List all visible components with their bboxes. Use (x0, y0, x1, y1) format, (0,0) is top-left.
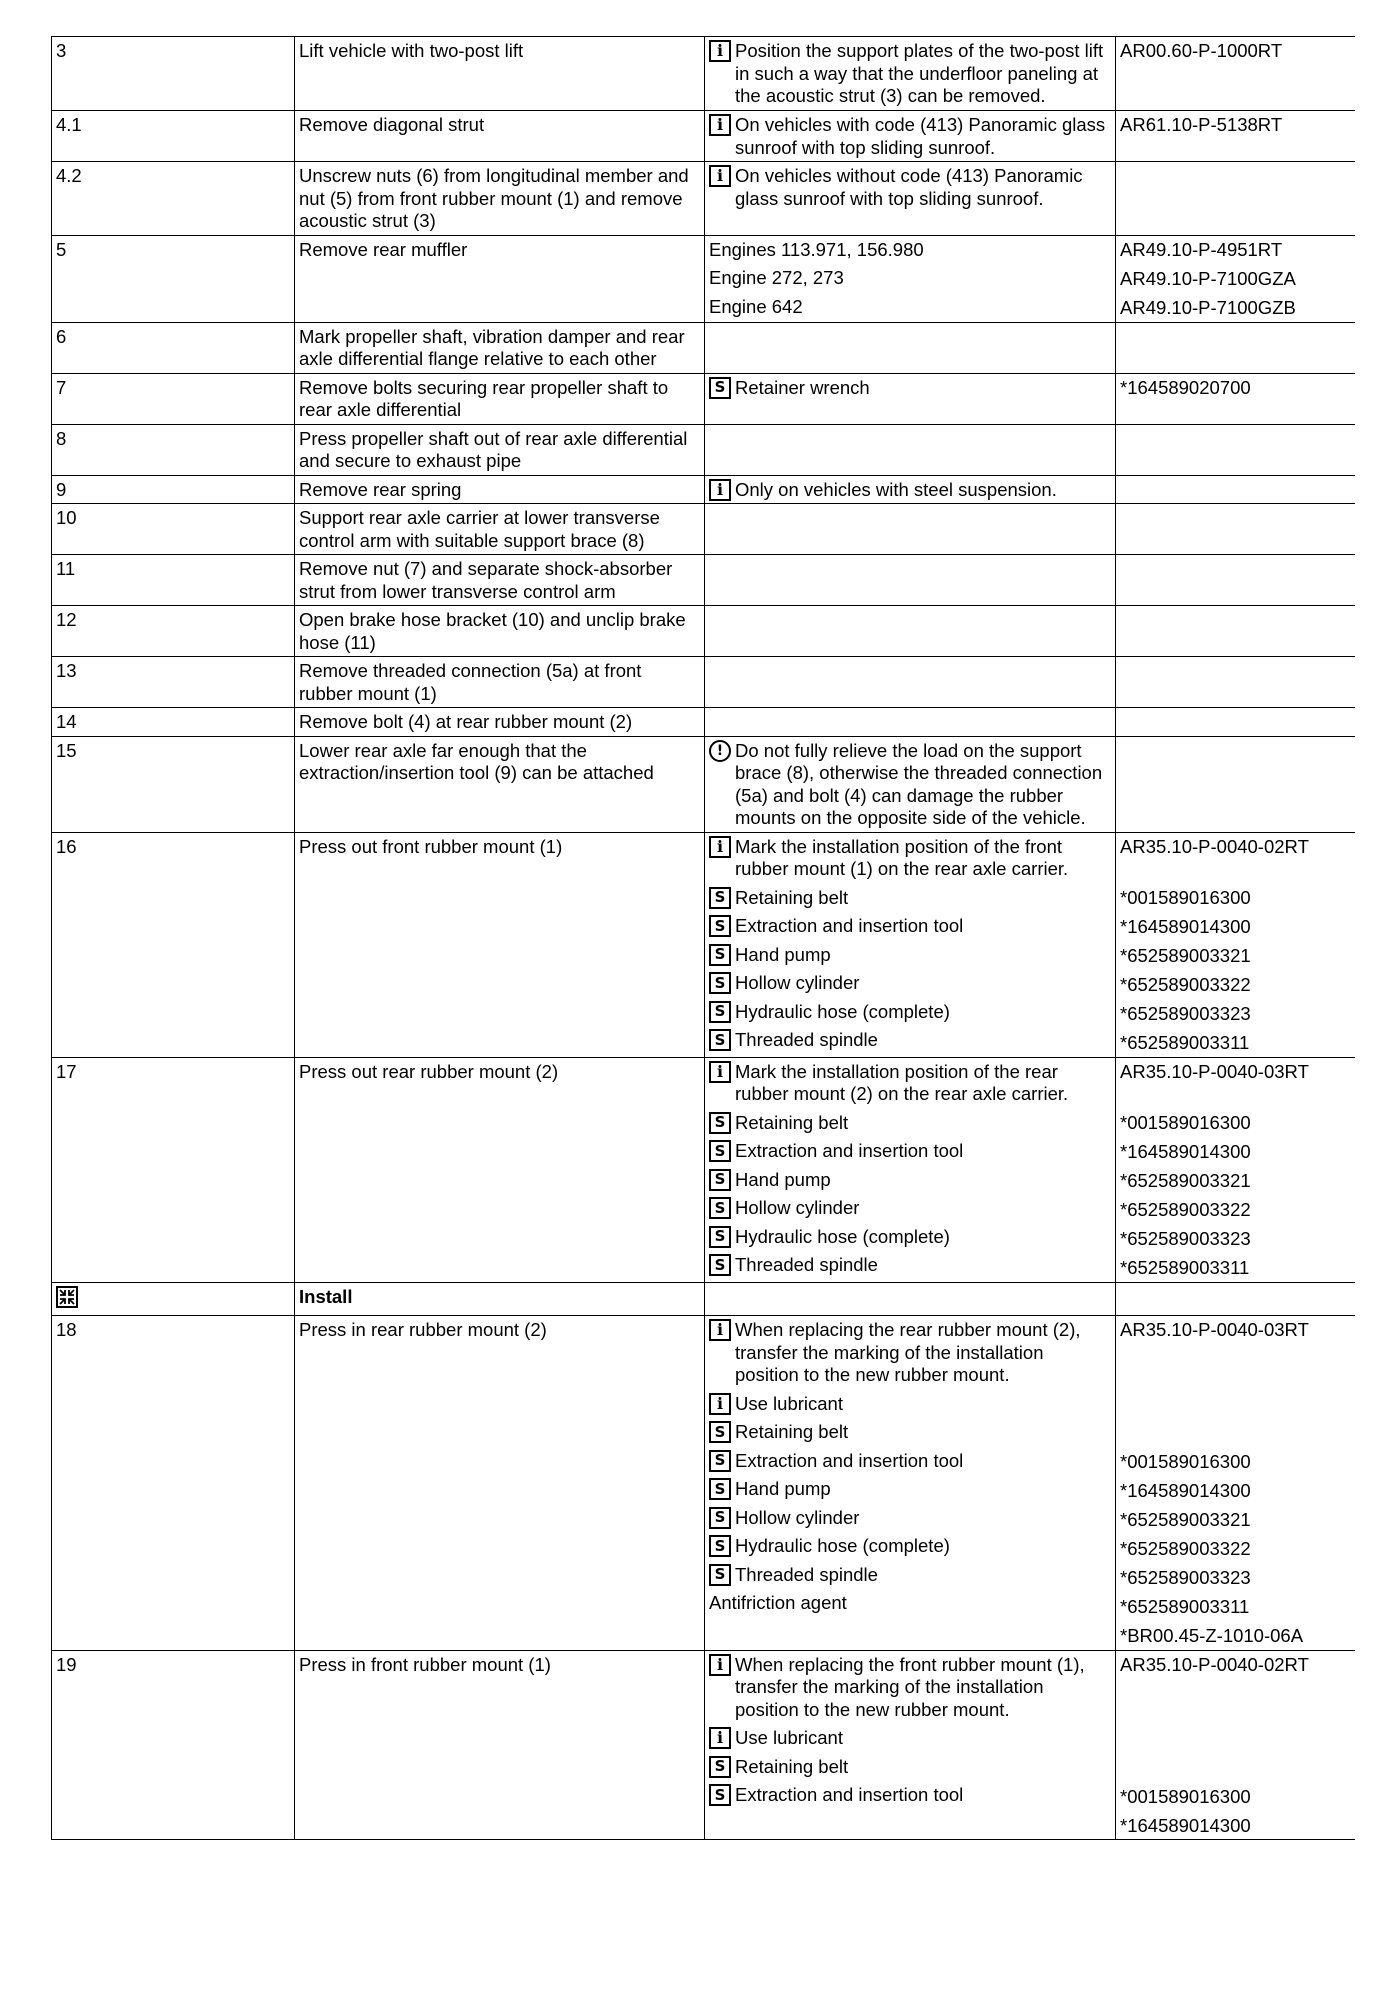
action-cell (295, 736, 705, 832)
action-cell (295, 555, 705, 606)
note-text: Threaded spindle (735, 1563, 878, 1585)
note-line (709, 296, 1111, 319)
tool-icon (709, 972, 731, 994)
reference-line[interactable]: AR49.10-P-7100GZA (1120, 267, 1296, 289)
reference-line[interactable]: *652589003322 (1120, 973, 1251, 995)
info-icon (709, 114, 731, 136)
note-text: Retaining belt (735, 1755, 849, 1777)
reference-cell (1116, 1316, 1356, 1651)
action-text: Remove bolts securing rear propeller shaft to rear axle differential (299, 376, 669, 420)
reference-line[interactable]: *652589003321 (1120, 944, 1251, 966)
action-cell (295, 1650, 705, 1840)
action-text: Mark propeller shaft, vibration damper and rear axle differential flange relative to each other (299, 325, 685, 369)
table-row (52, 504, 1356, 555)
notes-cell (705, 657, 1116, 708)
action-text: Open brake hose bracket (10) and unclip brake hose (11) (299, 609, 686, 653)
tool-icon (709, 1450, 731, 1472)
reference-line[interactable]: AR49.10-P-7100GZB (1120, 296, 1296, 318)
action-text: Lower rear axle far enough that the extraction/insertion tool (9) can be attached (299, 739, 654, 783)
table-row (52, 424, 1356, 475)
reference-line[interactable]: *652589003322 (1120, 1538, 1251, 1559)
reference-cell (1116, 1282, 1356, 1316)
note-text: Extraction and insertion tool (735, 915, 964, 936)
note-line (709, 1564, 1111, 1587)
note-line (709, 1001, 1111, 1024)
note-line (709, 267, 1111, 290)
note-line (709, 915, 1111, 938)
note-text: On vehicles with code (413) Panoramic glass sunroof with top sliding sunroof. (735, 114, 1106, 158)
note-text: Position the support plates of the two-post lift in such a way that the underfloor paneling at the acoustic strut (3) can be removed. (735, 40, 1104, 106)
step-number-cell (52, 37, 295, 111)
step-number: 8 (56, 427, 67, 449)
notes-cell (705, 1650, 1116, 1840)
action-text: Press in front rubber mount (1) (299, 1653, 551, 1675)
note-line (709, 377, 1111, 400)
step-number-cell (52, 322, 295, 373)
reference-line[interactable]: *652589003321 (1120, 1169, 1251, 1191)
action-cell (295, 373, 705, 424)
info-icon (709, 836, 731, 858)
action-cell (295, 708, 705, 737)
table-row (52, 37, 1356, 111)
tool-icon (709, 377, 731, 399)
note-line (709, 1784, 1111, 1807)
step-number-cell (52, 504, 295, 555)
action-cell (295, 322, 705, 373)
action-text: Remove rear spring (299, 478, 462, 500)
reference-line[interactable]: *001589016300 (1120, 1451, 1251, 1472)
step-number-cell (52, 1057, 295, 1282)
reference-line[interactable]: *001589016300 (1120, 886, 1251, 908)
step-number-cell (52, 708, 295, 737)
note-line (709, 1478, 1111, 1501)
reference-line[interactable]: *652589003321 (1120, 1509, 1251, 1530)
note-text: Threaded spindle (735, 1029, 878, 1050)
step-number: 4.1 (56, 114, 82, 135)
step-number: 5 (56, 238, 67, 260)
tool-icon (709, 1001, 731, 1023)
step-number-cell (52, 111, 295, 162)
note-text: Mark the installation position of the front rubber mount (1) on the rear axle carrier. (735, 835, 1069, 879)
note-text: Engine 272, 273 (709, 267, 844, 288)
reference-line[interactable]: AR00.60-P-1000RT (1120, 40, 1283, 61)
reference-cell (1116, 1650, 1356, 1840)
note-text: Hydraulic hose (complete) (735, 1225, 950, 1247)
reference-line[interactable]: AR35.10-P-0040-02RT (1120, 1653, 1309, 1675)
notes-cell (705, 235, 1116, 322)
reference-line[interactable]: AR61.10-P-5138RT (1120, 114, 1283, 135)
step-number-cell (52, 475, 295, 504)
note-text: Engines 113.971, 156.980 (709, 238, 924, 260)
step-number: 6 (56, 325, 67, 347)
table-row (52, 1282, 1356, 1316)
tool-icon (709, 1421, 731, 1443)
reference-line[interactable]: *164589014300 (1120, 1480, 1251, 1501)
action-cell (295, 111, 705, 162)
reference-line[interactable]: *652589003311 (1120, 1596, 1250, 1617)
reference-line (1120, 1757, 1351, 1780)
table-row (52, 555, 1356, 606)
action-text: Remove diagonal strut (299, 114, 485, 135)
note-line (709, 114, 1111, 159)
note-text: Retaining belt (735, 886, 849, 908)
action-text: Lift vehicle with two-post lift (299, 40, 524, 61)
reference-cell (1116, 162, 1356, 236)
action-text: Remove bolt (4) at rear rubber mount (2) (299, 711, 633, 732)
reference-cell (1116, 1057, 1356, 1282)
action-text: Remove threaded connection (5a) at front rubber mount (1) (299, 660, 642, 704)
reference-line[interactable]: *652589003323 (1120, 1567, 1251, 1588)
note-text: Engine 642 (709, 295, 803, 317)
table-row (52, 322, 1356, 373)
note-line (709, 1169, 1111, 1192)
reference-cell (1116, 736, 1356, 832)
note-text: Threaded spindle (735, 1254, 878, 1275)
note-line (709, 1393, 1111, 1416)
reference-line (1120, 1422, 1351, 1445)
note-text: Hand pump (735, 1478, 831, 1499)
action-text: Press in rear rubber mount (2) (299, 1319, 547, 1340)
note-text: Retainer wrench (735, 376, 870, 398)
action-text: Remove nut (7) and separate shock-absorber strut from lower transverse control arm (299, 558, 673, 602)
note-line (709, 40, 1111, 108)
action-cell (295, 504, 705, 555)
note-text: Only on vehicles with steel suspension. (735, 478, 1057, 500)
step-number: 11 (56, 558, 76, 579)
tool-icon (709, 1478, 731, 1500)
step-number: 10 (56, 507, 77, 528)
notes-cell (705, 832, 1116, 1057)
step-number-cell (52, 555, 295, 606)
table-row (52, 657, 1356, 708)
table-row (52, 1650, 1356, 1840)
note-text: Mark the installation position of the rear rubber mount (2) on the rear axle carrier. (735, 1060, 1069, 1104)
note-text: When replacing the front rubber mount (1), transfer the marking of the installation position to the new rubber mount. (735, 1653, 1085, 1720)
step-number: 19 (56, 1653, 77, 1675)
table-row (52, 111, 1356, 162)
note-line (709, 1727, 1111, 1750)
note-line (709, 1319, 1111, 1387)
note-text: When replacing the rear rubber mount (2), transfer the marking of the installation position to the new rubber mount. (735, 1319, 1081, 1385)
action-text: Press out rear rubber mount (2) (299, 1060, 559, 1082)
action-cell (295, 606, 705, 657)
note-line (709, 740, 1111, 830)
note-text: Extraction and insertion tool (735, 1140, 964, 1161)
note-line (709, 887, 1111, 910)
step-number: 14 (56, 711, 77, 732)
action-text: Unscrew nuts (6) from longitudinal member and nut (5) from front rubber mount (1) and remove acoustic strut (3) (299, 165, 689, 231)
step-number: 12 (56, 609, 77, 630)
step-number-cell (52, 832, 295, 1057)
note-line (709, 1254, 1111, 1277)
reference-line[interactable]: AR35.10-P-0040-02RT (1120, 835, 1309, 857)
tool-icon (709, 1169, 731, 1191)
note-text: Hollow cylinder (735, 1197, 860, 1218)
notes-cell (705, 111, 1116, 162)
action-cell (295, 657, 705, 708)
info-icon (709, 40, 731, 62)
tool-icon (709, 915, 731, 937)
action-cell (295, 37, 705, 111)
note-line (709, 944, 1111, 967)
table-row (52, 708, 1356, 737)
tool-icon (709, 1254, 731, 1276)
tool-icon (709, 1029, 731, 1051)
table-row (52, 475, 1356, 504)
step-number: 4.2 (56, 165, 82, 186)
action-cell (295, 1057, 705, 1282)
reference-cell (1116, 555, 1356, 606)
step-number-cell (52, 606, 295, 657)
note-line (709, 1592, 1111, 1615)
notes-cell (705, 373, 1116, 424)
notes-cell (705, 424, 1116, 475)
reference-cell (1116, 708, 1356, 737)
action-cell (295, 475, 705, 504)
action-cell (295, 162, 705, 236)
reference-line[interactable]: *BR00.45-Z-1010-06A (1120, 1625, 1304, 1646)
note-line (709, 1226, 1111, 1249)
action-text: Press out front rubber mount (1) (299, 835, 563, 857)
action-text: Support rear axle carrier at lower transverse control arm with suitable support brace (8) (299, 507, 660, 551)
table-row (52, 832, 1356, 1057)
action-text: Remove rear muffler (299, 238, 468, 260)
step-number: 18 (56, 1319, 77, 1340)
reference-line (1120, 1728, 1351, 1751)
reference-cell (1116, 373, 1356, 424)
step-number: 9 (56, 478, 67, 500)
note-text: Hand pump (735, 1168, 831, 1190)
reference-line[interactable]: *652589003323 (1120, 1227, 1251, 1249)
note-line (709, 836, 1111, 881)
install-icon (56, 1286, 78, 1308)
note-text: Hydraulic hose (complete) (735, 1000, 950, 1022)
table-row (52, 373, 1356, 424)
reference-cell (1116, 424, 1356, 475)
notes-cell (705, 1316, 1116, 1651)
note-text: Hollow cylinder (735, 1506, 860, 1528)
notes-cell (705, 504, 1116, 555)
note-line (709, 1507, 1111, 1530)
note-line (709, 972, 1111, 995)
warning-icon (709, 740, 731, 762)
reference-line[interactable]: *652589003322 (1120, 1198, 1251, 1220)
reference-line[interactable]: *001589016300 (1120, 1111, 1251, 1133)
step-number-cell (52, 1650, 295, 1840)
info-icon (709, 1061, 731, 1083)
step-number-cell (52, 373, 295, 424)
note-line (709, 1112, 1111, 1135)
step-number-cell (52, 657, 295, 708)
step-number: 16 (56, 835, 77, 857)
tool-icon (709, 1784, 731, 1806)
step-number-cell (52, 736, 295, 832)
notes-cell (705, 37, 1116, 111)
note-line (709, 1421, 1111, 1444)
tool-icon (709, 1197, 731, 1219)
reference-line[interactable]: *652589003311 (1120, 1256, 1250, 1278)
action-cell (295, 235, 705, 322)
note-line (709, 239, 1111, 262)
reference-line[interactable]: *164589020700 (1120, 376, 1251, 398)
reference-line[interactable]: AR35.10-P-0040-03RT (1120, 1319, 1309, 1340)
note-text: Extraction and insertion tool (735, 1449, 964, 1471)
note-line (709, 479, 1111, 502)
step-number-cell (52, 424, 295, 475)
action-text: Press propeller shaft out of rear axle differential and secure to exhaust pipe (299, 427, 688, 471)
note-line (709, 1450, 1111, 1473)
step-number-cell (52, 1316, 295, 1651)
reference-cell (1116, 111, 1356, 162)
step-number-cell (52, 162, 295, 236)
action-cell (295, 424, 705, 475)
action-cell (295, 1316, 705, 1651)
step-number: 3 (56, 40, 67, 61)
note-line (709, 1029, 1111, 1052)
info-icon (709, 479, 731, 501)
reference-cell (1116, 475, 1356, 504)
reference-cell (1116, 606, 1356, 657)
reference-line[interactable]: *652589003311 (1120, 1031, 1250, 1053)
tool-icon (709, 1756, 731, 1778)
reference-cell (1116, 504, 1356, 555)
reference-cell (1116, 37, 1356, 111)
note-text: Extraction and insertion tool (735, 1784, 964, 1805)
notes-cell (705, 708, 1116, 737)
reference-cell (1116, 322, 1356, 373)
notes-cell (705, 1057, 1116, 1282)
reference-cell (1116, 235, 1356, 322)
notes-cell (705, 736, 1116, 832)
note-text: Retaining belt (735, 1111, 849, 1133)
reference-line[interactable]: *652589003323 (1120, 1002, 1251, 1024)
notes-cell (705, 606, 1116, 657)
tool-icon (709, 1226, 731, 1248)
reference-line[interactable]: *164589014300 (1120, 1140, 1251, 1162)
reference-line[interactable]: AR35.10-P-0040-03RT (1120, 1060, 1309, 1082)
tool-icon (709, 1535, 731, 1557)
notes-cell (705, 475, 1116, 504)
repair-procedure-table (51, 36, 1355, 1840)
table-row (52, 162, 1356, 236)
note-line (709, 1535, 1111, 1558)
tool-icon (709, 1564, 731, 1586)
reference-line[interactable]: *164589014300 (1120, 1814, 1251, 1836)
tool-icon (709, 1140, 731, 1162)
action-cell (295, 1282, 705, 1316)
reference-line[interactable]: *164589014300 (1120, 915, 1251, 937)
reference-line[interactable]: AR49.10-P-4951RT (1120, 238, 1283, 260)
table-body (52, 37, 1356, 1840)
table-row (52, 736, 1356, 832)
reference-cell (1116, 832, 1356, 1057)
action-text: Install (299, 1285, 353, 1307)
note-line (709, 1654, 1111, 1722)
info-icon (709, 165, 731, 187)
notes-cell (705, 555, 1116, 606)
note-text: Do not fully relieve the load on the support brace (8), otherwise the threaded connection (5a) and bolt (4) can damage the rubber mounts on the opposite side of the vehicle. (735, 739, 1103, 828)
note-text: Retaining belt (735, 1421, 849, 1442)
repair-procedure-table-container (51, 36, 1355, 2000)
note-text: Hand pump (735, 943, 831, 965)
note-text: On vehicles without code (413) Panoramic glass sunroof with top sliding sunroof. (735, 165, 1083, 209)
step-number: 7 (56, 376, 67, 398)
notes-cell (705, 322, 1116, 373)
note-text: Hydraulic hose (complete) (735, 1535, 950, 1556)
reference-line (1120, 1393, 1351, 1416)
reference-line[interactable]: *001589016300 (1120, 1785, 1251, 1807)
step-number-cell (52, 1282, 295, 1316)
note-line (709, 1197, 1111, 1220)
note-line (709, 1756, 1111, 1779)
table-row (52, 1316, 1356, 1651)
notes-cell (705, 1282, 1116, 1316)
info-icon (709, 1393, 731, 1415)
table-row (52, 606, 1356, 657)
notes-cell (705, 162, 1116, 236)
reference-cell (1116, 657, 1356, 708)
table-row (52, 235, 1356, 322)
tool-icon (709, 944, 731, 966)
info-icon (709, 1727, 731, 1749)
tool-icon (709, 1507, 731, 1529)
note-text: Hollow cylinder (735, 972, 860, 993)
tool-icon (709, 1112, 731, 1134)
action-cell (295, 832, 705, 1057)
note-line (709, 165, 1111, 210)
note-text: Antifriction agent (709, 1592, 847, 1613)
tool-icon (709, 887, 731, 909)
note-text: Use lubricant (735, 1727, 843, 1748)
step-number: 15 (56, 739, 77, 761)
step-number-cell (52, 235, 295, 322)
note-text: Use lubricant (735, 1392, 843, 1414)
step-number: 13 (56, 660, 77, 681)
table-row (52, 1057, 1356, 1282)
note-line (709, 1140, 1111, 1163)
info-icon (709, 1654, 731, 1676)
info-icon (709, 1319, 731, 1341)
step-number: 17 (56, 1060, 77, 1082)
note-line (709, 1061, 1111, 1106)
